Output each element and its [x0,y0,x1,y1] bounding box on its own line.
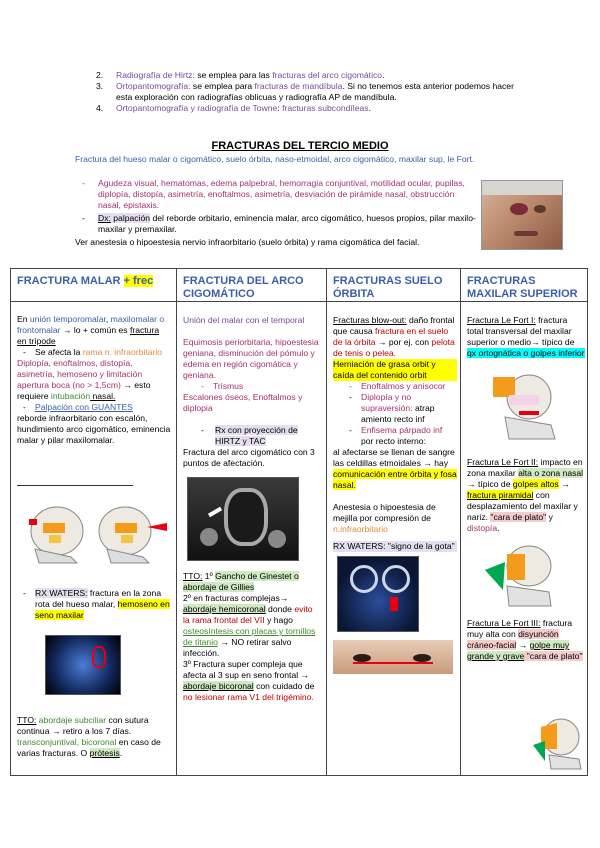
column-malar [11,269,177,775]
column-suelo-orbita [327,269,461,775]
exam-use: fracturas de mandíbula [254,81,343,91]
waters-xray [337,556,419,632]
eyes-photo [333,640,453,674]
lefort2-diagram [477,540,567,612]
lefort1-diagram [479,367,569,447]
skull-diagram [21,501,91,569]
clinical-bullet: - Agudeza visual, hematomas, edema palpebral, hemorragia conjuntival, motilidad ocular, pupilas, diplopía, distopía, asimetría, enoftalmos, asimetría, desviación de pirámide nasal, obstrucción nasal, epistaxis. [82,178,465,210]
intro-list [96,70,516,114]
intro-item [96,81,516,103]
patient-photo [481,180,563,250]
bullet-text: Agudeza visual, hematomas, edema palpebral, hemorragia conjuntival, motilidad ocular, pupilas, diplopía, distopía, asimetría, enoftalmos, asimetría, desviación de pirámide nasal, obstrucción nasal, epistaxis. [98,178,465,210]
intro-item [96,70,516,81]
skull-diagram [95,501,169,569]
intro-item [96,103,516,114]
ct-image [187,477,299,561]
list-number: 3. [96,81,104,91]
lefort3-diagram [531,715,587,771]
exam-name: Ortopantomografía: [116,81,191,91]
note-text: Ver anestesia o hipoestesia nervio infraorbitario (suelo órbita) y rama cigomática del facial. [75,237,420,247]
fracture-table [10,268,588,776]
text: se emplea para [190,81,255,91]
column-body: En unión temporomalar, maxilomalar o frontomalar → lo + común es fractura en trípode - Se afecta la rama n. infraorbitario Diplopía, enoftalmos, distopía, asimetría, hemoseno y limitación apertura boca (no > 1,5cm) → esto requiere intubación nasal. - Palpación con GUANTES reborde infraorbitario con escalón, hundimiento arco cigomático, eminencia malar y pilar maxilomalar. - RX WATERS: fractura en la zona rota del hueso malar, hemoseno en seno maxilar TTO: abordaje subciliar con sutura continua → retiro a los 7 días. transconjuntival, bicoronal en caso de varias fracturas. O prótesis. [17,314,171,758]
column-header: FRACTURA MALAR + frec [17,275,154,287]
bullet-text: del reborde orbitario, eminencia malar, arco cigomático, huesos propios, pilar maxilo-maxilar y premaxilar. [98,213,476,234]
section-title: FRACTURAS DEL TERCIO MEDIO [211,140,389,152]
text: . [382,70,385,80]
dx-label: Dx: [98,213,111,223]
palpation-label: palpación [110,213,151,223]
section-subtitle: Fractura del hueso malar o cigomático, suelo órbita, naso-etmoidal, arco cigomático, maxilar sup, le Fort. [75,154,475,164]
text: . Si no tenemos esta anterior podemos hacer esta exploración con radiografías oblicuas y radiografía AP de mandíbula. [116,81,514,102]
column-header: FRACTURA DEL ARCO CIGOMÁTICO [183,275,304,300]
text: se emplea para las [194,70,273,80]
exam-use: fracturas del arco cigomático [272,70,383,80]
list-number: 2. [96,70,104,80]
column-header: FRACTURAS MAXILAR SUPERIOR [467,275,578,300]
exam-use: fracturas subcondíleas [282,103,369,113]
column-maxilar-superior [461,269,587,775]
column-header: FRACTURAS SUELO ÓRBITA [333,275,443,300]
waters-xray [45,635,121,695]
text: . [368,103,371,113]
column-body: Unión del malar con el temporal Equimosis periorbitaria, hipoestesia geniana, disminución del pómulo y edema en región cigomática y geniana. - Trismus Escalones óseos, Enoftalmos y diplopia - Rx con proyección de HIRTZ y TAC Fractura del arco cigomático con 3 puntos de afectación. TTO: 1º Gancho de Ginestet o abordaje de Gillies 2º en fracturas complejas→ abordaje hemicoronal donde evito la rama frontal del VII y hago osteosíntesis con placas y tornillos de titanio → NO retirar salvo infección. 3º Fractura super compleja que afecta al 3 sup en seno frontal → abordaje bicoronal con cuidado de no lesionar rama V1 del trigémino. [183,315,319,702]
exam-name: Ortopantomografía y radiografía de Towne [116,103,278,113]
diagnosis-bullet: - Dx: palpación del reborde orbitario, eminencia malar, arco cigomático, huesos propios, pilar maxilo-maxilar y premaxilar. [82,213,476,234]
column-arco [177,269,327,775]
text: : [277,103,283,113]
column-body: Fractura Le Fort I: fractura total transversal del maxilar superior o medio→ típico de qx ortognática o golpes inferior Fractura Le Fort II: impacto en zona maxilar alta o zona nasal → típico de golpes altos → fractura piramidal con desplazamiento del maxilar y nariz. "cara de plato" y distopía. Fractura Le Fort III: fractura muy alta con disyunción cráneo-facial → golpe muy grande y grave "cara de plato" [467,315,585,662]
exam-name: Radiografía de Hirtz: [116,70,195,80]
list-number: 4. [96,103,104,113]
column-body: Fracturas blow-out: daño frontal que causa fractura en el suelo de la órbita → por ej. con pelota de tenis o pelea. Herniación de grasa orbit y caída del contenido orbit - Enoftalmos y anisocor - Diplopía y no supraversión: atrap amiento recto inf - Enfisema párpado inf por recto interno: al afectarse se llenan de sangre las celdillas etmoidales → hay comunicación entre órbita y fosa nasal. Anestesia o hipoestesia de mejilla por compresión de n.infraorbitario RX WATERS: "signo de la gota" [333,315,457,674]
